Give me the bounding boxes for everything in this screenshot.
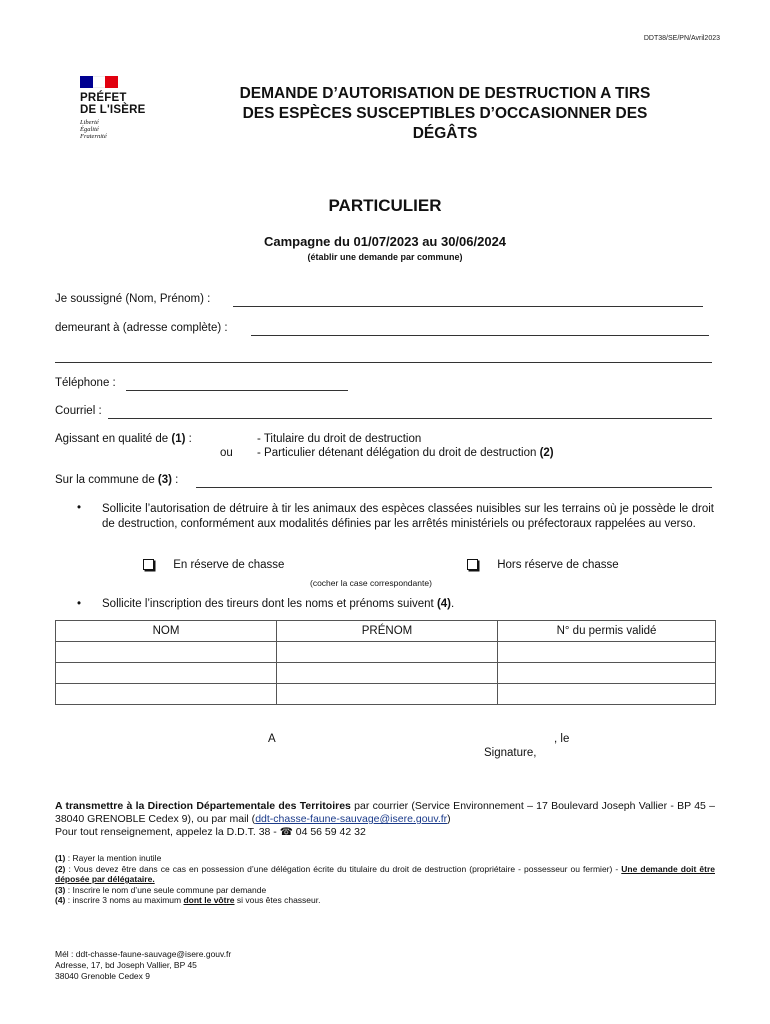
- table-cell[interactable]: [56, 684, 277, 705]
- title-line-2: DES ESPÈCES SUSCEPTIBLES D’OCCASIONNER DES: [242, 105, 648, 122]
- email-label: Courriel :: [55, 405, 102, 417]
- email-field[interactable]: [108, 418, 712, 419]
- prefecture-logo: [80, 76, 160, 140]
- commune-label: Sur la commune de (3) :: [55, 474, 179, 486]
- date-label: , le: [554, 733, 570, 745]
- french-flag-icon: [80, 76, 118, 88]
- table-row: [56, 684, 716, 705]
- contact-address: [55, 949, 231, 982]
- address-field-line-2[interactable]: [55, 362, 712, 363]
- table-cell[interactable]: [498, 642, 716, 663]
- document-reference: DDT38/SE/PN/Avril2023: [643, 35, 720, 42]
- address-email: Mél : ddt-chasse-faune-sauvage@isere.gouv.fr: [55, 949, 232, 959]
- place-label: A: [268, 733, 276, 745]
- table-row: [56, 642, 716, 663]
- column-nom: NOM: [56, 621, 277, 642]
- footnote-4: (4) : inscrire 3 noms au maximum dont le vôtre si vous êtes chasseur.: [55, 895, 321, 905]
- address-label: demeurant à (adresse complète) :: [55, 322, 228, 334]
- title-line-1: DEMANDE D’AUTORISATION DE DESTRUCTION A TIRS: [239, 85, 651, 102]
- capacity-option-holder[interactable]: - Titulaire du droit de destruction: [257, 433, 422, 445]
- table-cell[interactable]: [498, 684, 716, 705]
- address-field[interactable]: [251, 335, 709, 336]
- reserve-checkbox[interactable]: [143, 559, 154, 570]
- transmit-instructions: A transmettre à la Direction Départementale des Territoires par courrier (Service Environnement – 17 Boulevard Joseph Vallier - BP 45 – 38040 GRENOBLE Cedex 9), ou par mail (ddt-chasse-faune-sauvage@isere.gouv.fr) Pour tout renseignement, appelez la D.D.T. 38 - ☎ 04 56 59 42 32: [55, 800, 715, 838]
- bullet-icon: •: [77, 502, 82, 514]
- address-street: Adresse, 17, bd Joseph Vallier, BP 45: [55, 960, 197, 970]
- name-label: Je soussigné (Nom, Prénom) :: [55, 293, 211, 305]
- check-note: (cocher la case correspondante): [310, 578, 432, 588]
- address-city: 38040 Grenoble Cedex 9: [55, 971, 150, 981]
- email-link[interactable]: ddt-chasse-faune-sauvage@isere.gouv.fr: [255, 813, 448, 825]
- capacity-label: Agissant en qualité de (1) :: [55, 433, 192, 445]
- capacity-or: ou: [220, 447, 233, 459]
- table-cell[interactable]: [56, 642, 277, 663]
- table-cell[interactable]: [277, 663, 498, 684]
- motto-fraternite: Fraternité: [80, 133, 107, 140]
- phone-icon: ☎: [279, 826, 293, 838]
- campaign-note: (établir une demande par commune): [307, 252, 463, 262]
- footnote-2: (2) : Vous devez être dans ce cas en possession d’une délégation écrite du titulaire du droit de destruction (propriétaire - possesseur ou fermier) - Une demande doit être déposée par délégataire.: [55, 863, 715, 884]
- option-hors-reserve[interactable]: Hors réserve de chasse: [467, 559, 619, 571]
- hors-reserve-checkbox[interactable]: [467, 559, 478, 570]
- request-paragraph: Sollicite l’autorisation de détruire à tir les animaux des espèces classées nuisibles sur les terrains où je possède le droit de destruction, conformément aux modalités définies par les arrêtés ministériels ou préfectoraux rappelées au verso.: [102, 503, 714, 530]
- phone-field[interactable]: [126, 390, 348, 391]
- footnote-3: (3) : Inscrire le nom d’une seule commune par demande: [55, 884, 267, 895]
- table-cell[interactable]: [498, 663, 716, 684]
- bullet-icon: •: [77, 598, 82, 610]
- table-row: [56, 663, 716, 684]
- name-field[interactable]: [233, 306, 703, 307]
- footnotes: [55, 853, 715, 906]
- document-title: [200, 84, 690, 144]
- shooters-table: [55, 620, 716, 705]
- motto-liberte: Liberté: [80, 119, 99, 126]
- logo-line-prefet: PRÉFET: [80, 92, 127, 104]
- logo-line-isere: DE L'ISÈRE: [80, 104, 146, 116]
- phone-label: Téléphone :: [55, 377, 116, 389]
- shooters-request: Sollicite l’inscription des tireurs dont les noms et prénoms suivent (4).: [102, 598, 455, 610]
- title-line-3: DÉGÂTS: [412, 125, 478, 142]
- column-prenom: PRÉNOM: [277, 621, 498, 642]
- table-cell[interactable]: [277, 684, 498, 705]
- option-reserve[interactable]: En réserve de chasse: [143, 559, 284, 571]
- column-permis: N° du permis validé: [498, 621, 716, 642]
- campaign-period: Campagne du 01/07/2023 au 30/06/2024: [263, 234, 507, 249]
- capacity-option-delegate[interactable]: - Particulier détenant délégation du droit de destruction (2): [257, 447, 554, 459]
- motto-egalite: Égalité: [80, 126, 99, 133]
- footnote-1: (1) : Rayer la mention inutile: [55, 853, 162, 863]
- table-cell[interactable]: [277, 642, 498, 663]
- commune-field[interactable]: [196, 487, 712, 488]
- table-cell[interactable]: [56, 663, 277, 684]
- signature-label: Signature,: [484, 747, 537, 759]
- applicant-type-heading: PARTICULIER: [328, 196, 442, 215]
